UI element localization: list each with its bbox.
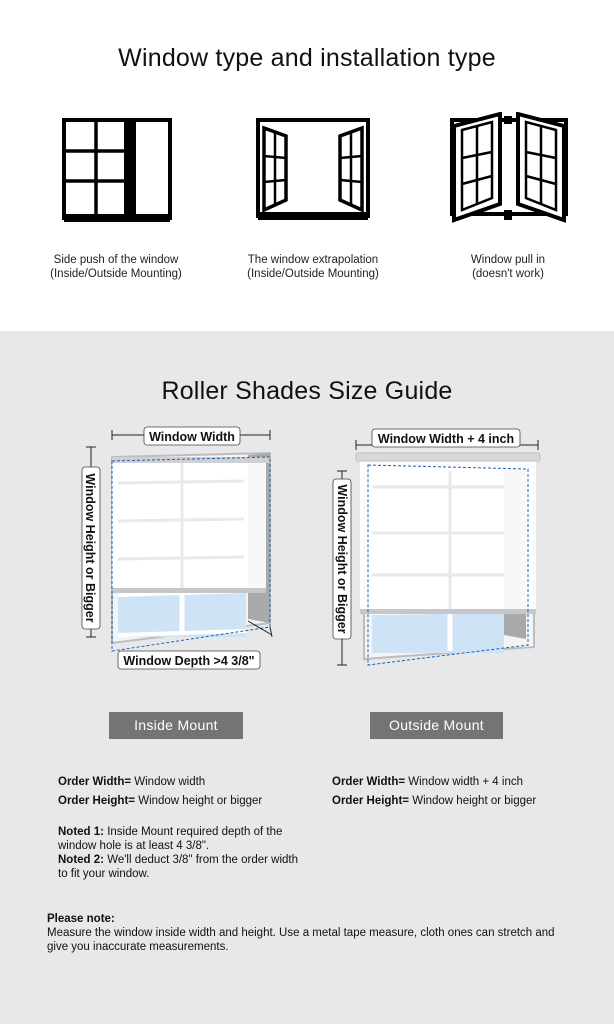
side-push-caption: Side push of the window (Inside/Outside Mounting) (50, 254, 182, 280)
outside-order-width: Order Width= Window width + 4 inch (332, 776, 523, 788)
pull-in-caption: Window pull in (doesn't work) (470, 254, 546, 280)
extrapolation-caption: The window extrapolation (Inside/Outside Mounting) (247, 254, 379, 280)
extrapolation-window-icon (256, 118, 370, 224)
inside-mount-button[interactable]: Inside Mount (109, 712, 243, 739)
inside-height-label: Window Height or Bigger (83, 473, 97, 623)
please-note-text: Measure the window inside width and height. Use a metal tape measure, cloth ones can stretch and give you inaccurate measurements. (47, 927, 555, 953)
outside-height-label: Window Height or Bigger (335, 484, 349, 634)
inside-notes (58, 825, 308, 881)
inside-order-height: Order Height= Window height or bigger (58, 795, 263, 807)
pull-in-window-icon (450, 112, 568, 226)
size-guide-title: Roller Shades Size Guide (161, 377, 453, 405)
outside-mount-diagram (328, 423, 544, 673)
inside-width-label: Window Width (149, 430, 235, 444)
note-2: Noted 2: We'll deduct 3/8" from the order width to fit your window. (58, 854, 298, 880)
outside-width-label: Window Width + 4 inch (377, 432, 515, 446)
side-push-window-icon (62, 118, 172, 224)
inside-depth-label: Window Depth >4 3/8" (123, 654, 255, 668)
window-types-title: Window type and installation type (118, 44, 496, 72)
outside-order-specs (332, 775, 592, 809)
please-note-label: Please note: (47, 913, 115, 925)
note-1: Noted 1: Inside Mount required depth of the window hole is at least 4 3/8". (58, 826, 283, 852)
inside-order-width: Order Width= Window width (58, 776, 206, 788)
please-note (47, 912, 567, 954)
outside-mount-button[interactable]: Outside Mount (370, 712, 503, 739)
inside-mount-diagram (78, 423, 288, 673)
outside-order-height: Order Height= Window height or bigger (332, 795, 537, 807)
window-types-section (0, 0, 614, 331)
inside-order-specs (58, 775, 308, 809)
